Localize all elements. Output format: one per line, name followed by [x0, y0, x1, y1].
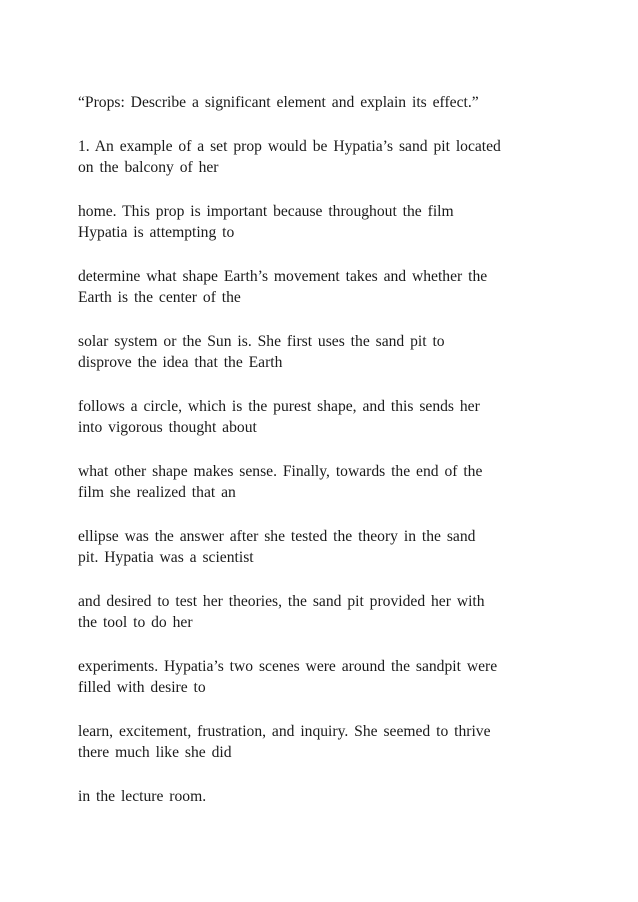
paragraph: [78, 331, 578, 373]
paragraph-line: on the balcony of her: [78, 159, 219, 176]
paragraph-line: 1. An example of a set prop would be Hypatia’s sand pit located: [78, 138, 501, 155]
paragraph: [78, 266, 578, 308]
paragraph-line: film she realized that an: [78, 484, 236, 501]
paragraph-line: the tool to do her: [78, 614, 193, 631]
paragraph-line: pit. Hypatia was a scientist: [78, 549, 254, 566]
paragraph: [78, 136, 578, 178]
paragraph-line: into vigorous thought about: [78, 419, 257, 436]
paragraph: [78, 201, 578, 243]
paragraph: [78, 721, 578, 763]
paragraph: [78, 591, 578, 633]
paragraph-line: solar system or the Sun is. She first uses the sand pit to: [78, 333, 445, 350]
prompt-heading: “Props: Describe a significant element and explain its effect.”: [78, 94, 479, 111]
paragraph: [78, 461, 578, 503]
paragraph-line: home. This prop is important because throughout the film: [78, 203, 454, 220]
paragraph-line: and desired to test her theories, the sand pit provided her with: [78, 593, 485, 610]
paragraph: [78, 526, 578, 568]
paragraph-line: filled with desire to: [78, 679, 206, 696]
paragraph-line: determine what shape Earth’s movement takes and whether the: [78, 268, 488, 285]
paragraph-line: what other shape makes sense. Finally, towards the end of the: [78, 463, 483, 480]
paragraph-line: Hypatia is attempting to: [78, 224, 235, 241]
paragraph-line: Earth is the center of the: [78, 289, 241, 306]
paragraph-line: in the lecture room.: [78, 788, 207, 805]
paragraph-line: follows a circle, which is the purest shape, and this sends her: [78, 398, 480, 415]
document-body: [78, 92, 578, 830]
paragraph: [78, 786, 578, 807]
paragraph: [78, 396, 578, 438]
paragraph-line: learn, excitement, frustration, and inquiry. She seemed to thrive: [78, 723, 491, 740]
paragraph: [78, 656, 578, 698]
paragraph-line: ellipse was the answer after she tested the theory in the sand: [78, 528, 476, 545]
paragraph-line: disprove the idea that the Earth: [78, 354, 283, 371]
paragraph-line: there much like she did: [78, 744, 232, 761]
paragraph-line: experiments. Hypatia’s two scenes were around the sandpit were: [78, 658, 498, 675]
